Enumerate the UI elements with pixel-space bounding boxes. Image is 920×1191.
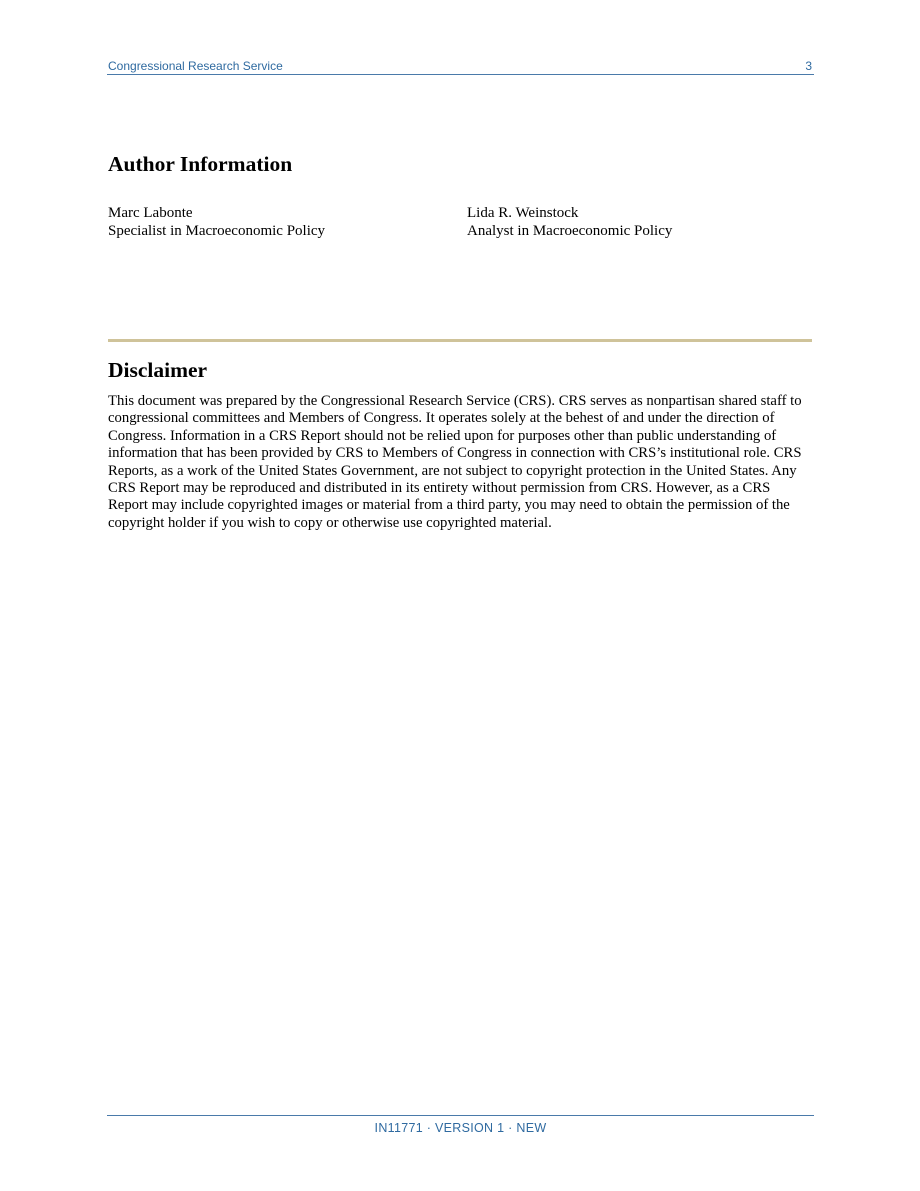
page-footer <box>107 1115 814 1135</box>
header-page-number: 3 <box>805 59 812 73</box>
header-organization: Congressional Research Service <box>108 59 283 73</box>
author-block-2 <box>467 205 672 240</box>
page-header <box>107 58 814 75</box>
disclaimer-paragraph: This document was prepared by the Congressional Research Service (CRS). CRS serves as nonpartisan shared staff to congressional committees and Members of Congress. It operates solely at the behest of and under the direction of Congress. Information in a CRS Report should not be relied upon for purposes other than public understanding of information that has been provided by CRS to Members of Congress in connection with CRS’s institutional role. CRS Reports, as a work of the United States Government, are not subject to copyright protection in the United States. Any CRS Report may be reproduced and distributed in its entirety without permission from CRS. However, as a CRS Report may include copyrighted images or material from a third party, you may need to obtain the permission of the copyright holder if you wish to copy or otherwise use copyrighted material. <box>108 393 802 531</box>
section-divider <box>108 339 812 342</box>
author-title: Analyst in Macroeconomic Policy <box>467 222 673 239</box>
author-information-heading: Author Information <box>108 152 293 176</box>
author-title: Specialist in Macroeconomic Policy <box>108 222 326 239</box>
disclaimer-heading: Disclaimer <box>108 358 208 382</box>
author-name: Marc Labonte <box>108 205 193 221</box>
author-block-1 <box>108 205 325 240</box>
footer-document-id: IN11771 · VERSION 1 · NEW <box>374 1121 547 1135</box>
author-name: Lida R. Weinstock <box>467 205 579 221</box>
